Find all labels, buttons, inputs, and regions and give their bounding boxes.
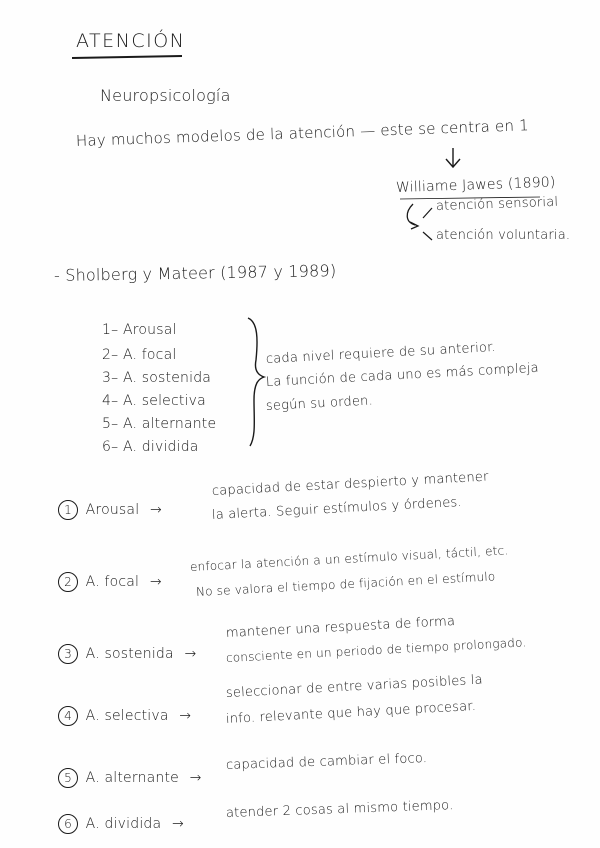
- definition-line: seleccionar de entre varias posibles la: [225, 672, 484, 701]
- definition-line: enfocar la atención a un estímulo visual, táctil, etc.: [189, 543, 509, 574]
- definition-term: [58, 500, 168, 520]
- arrow-icon: →: [149, 574, 162, 590]
- definition-term: [58, 768, 208, 788]
- definition-term-label: A. alternante: [85, 770, 179, 786]
- definition-term-label: A. dividida: [85, 816, 162, 832]
- definition-line: capacidad de cambiar el foco.: [225, 750, 428, 773]
- arrow-icon: →: [189, 770, 202, 786]
- definition-line: atender 2 cosas al mismo tiempo.: [225, 798, 454, 821]
- levels-note-line: cada nivel requiere de su anterior.: [265, 339, 497, 367]
- number-circle: 4: [58, 706, 78, 726]
- level-item: 3– A. sostenida: [102, 370, 212, 386]
- number-circle: 3: [58, 644, 78, 664]
- definition-term-label: Arousal: [85, 502, 140, 518]
- definition-term: [58, 706, 197, 726]
- definition-term: [58, 644, 202, 664]
- authors-line: - Sholberg y Mateer (1987 y 1989): [53, 261, 337, 285]
- arrow-icon: →: [184, 646, 197, 662]
- levels-brace: [248, 318, 264, 446]
- definition-term: [58, 572, 168, 592]
- author-type-sensorial: atención sensorial: [435, 194, 559, 214]
- branch-line-bottom: [423, 232, 432, 240]
- definition-term-label: A. sostenida: [85, 646, 174, 662]
- models-line: Hay muchos modelos de la atención — este se centra en 1: [75, 116, 530, 150]
- subtitle: Neuropsicología: [100, 86, 231, 105]
- author: Williame Jawes (1890): [395, 174, 556, 196]
- levels-note-line: según su orden.: [265, 393, 374, 414]
- number-circle: 2: [58, 572, 78, 592]
- levels-note-line: La función de cada uno es más compleja: [265, 360, 540, 390]
- definition-term-label: A. selectiva: [85, 708, 169, 724]
- definition-term-label: A. focal: [85, 574, 140, 590]
- definition-line: mantener una respuesta de forma: [225, 614, 456, 641]
- author-type-voluntaria: atención voluntaria.: [436, 228, 571, 243]
- definition-line: info. relevante que hay que procesar.: [225, 698, 477, 727]
- branch-line-top: [423, 208, 432, 218]
- branch-arrowhead: [410, 222, 418, 229]
- level-item: 5– A. alternante: [102, 416, 217, 432]
- level-item: 4– A. selectiva: [102, 393, 206, 409]
- number-circle: 5: [58, 768, 78, 788]
- number-circle: 6: [58, 814, 78, 834]
- arrow-icon: →: [149, 502, 162, 518]
- level-item: 1– Arousal: [102, 322, 177, 338]
- definition-line: la alerta. Seguir estímulos y órdenes.: [211, 494, 463, 523]
- number-circle: 1: [58, 500, 78, 520]
- level-item: 6– A. dividida: [102, 439, 199, 455]
- definition-term: [58, 814, 190, 834]
- arrow-icon: →: [171, 816, 184, 832]
- page-title: ATENCIÓN: [76, 30, 186, 52]
- level-item: 2– A. focal: [102, 347, 177, 363]
- definition-line: capacidad de estar despierto y mantener: [211, 469, 489, 499]
- definition-line: consciente en un periodo de tiempo prolongado.: [225, 635, 527, 665]
- arrow-icon: →: [179, 708, 192, 724]
- definition-line: No se valora el tiempo de fijación en el estímulo: [195, 569, 496, 599]
